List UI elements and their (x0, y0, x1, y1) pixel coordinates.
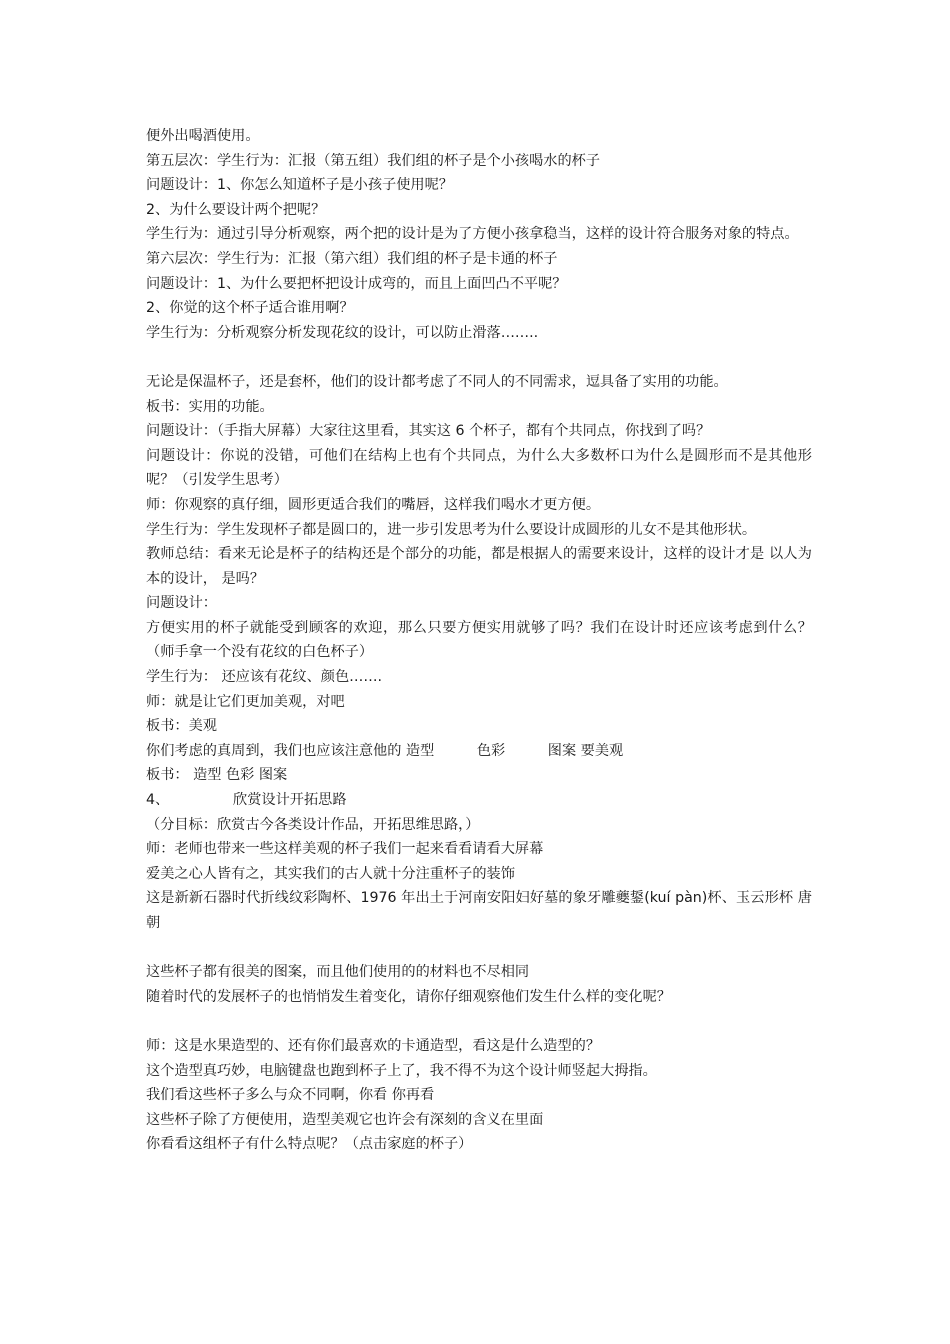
text-line: 第六层次：学生行为：汇报（第六组）我们组的杯子是卡通的杯子 (146, 250, 558, 267)
text-line: 无论是保温杯子，还是套杯，他们的设计都考虑了不同人的不同需求，逗具备了实用的功能。 (146, 373, 728, 390)
text-line: 这个造型真巧妙，电脑键盘也跑到杯子上了，我不得不为这个设计师竖起大拇指。 (146, 1062, 657, 1079)
document-page (146, 124, 817, 1157)
text-line: 问题设计：你说的没错，可他们在结构上也有个共同点，为什么大多数杯口为什么是圆形而不是其他形呢？（引发学生思考） (146, 447, 812, 489)
text-line: 你们考虑的真周到，我们也应该注意他的 造型 色彩 图案 要美观 (146, 742, 624, 759)
text-line: 学生行为： 还应该有花纹、颜色……. (146, 669, 383, 686)
text-line: 问题设计： (146, 595, 217, 612)
text-line: 便外出喝酒使用。 (146, 128, 260, 144)
text-line: 问题设计：1、你怎么知道杯子是小孩子使用呢？ (146, 177, 453, 194)
text-line: 我们看这些杯子多么与众不同啊，你看 你再看 (146, 1087, 435, 1104)
blank-line (146, 345, 812, 370)
text-line: 爱美之心人皆有之，其实我们的古人就十分注重杯子的装饰 (146, 865, 515, 882)
text-line: 这些杯子都有很美的图案，而且他们使用的的材料也不尽相同 (146, 964, 530, 981)
blank-line (146, 936, 812, 961)
text-line: 教师总结：看来无论是杯子的结构还是个部分的功能，都是根据人的需要来设计，这样的设计才是 以人为本的设计， 是吗？ (146, 546, 812, 587)
text-line: 学生行为：学生发现杯子都是圆口的，进一步引发思考为什么要设计成圆形的儿女不是其他形状。 (146, 521, 757, 538)
text-line: 2、你觉的这个杯子适合谁用啊？ (146, 300, 354, 317)
text-line: 板书：实用的功能。 (146, 398, 274, 415)
text-line: 这些杯子除了方便使用，造型美观它也许会有深刻的含义在里面 (146, 1111, 544, 1128)
text-line: （分目标：欣赏古今各类设计作品，开拓思维思路，） (146, 816, 480, 833)
text-line: 学生行为：通过引导分析观察，两个把的设计是为了方便小孩拿稳当，这样的设计符合服务对象的特点。 (146, 226, 799, 243)
text-line: 师：这是水果造型的、还有你们最喜欢的卡通造型，看这是什么造型的？ (146, 1037, 601, 1054)
text-line: 随着时代的发展杯子的也悄悄发生着变化，请你仔细观察他们发生什么样的变化呢？ (146, 988, 671, 1005)
text-line: 学生行为：分析观察分析发现花纹的设计，可以防止滑落…….. (146, 324, 539, 341)
text-line: 师：就是让它们更加美观，对吧 (146, 693, 345, 710)
text-line: 4、 欣赏设计开拓思路 (146, 792, 347, 809)
text-line: 2、为什么要设计两个把呢？ (146, 201, 326, 218)
text-line: 这是新新石器时代折线纹彩陶杯、1976 年出土于河南安阳妇好墓的象牙雕夔鋬(kuí pàn)杯、玉云形杯 唐朝 (146, 890, 812, 931)
text-line: 师：你观察的真仔细，圆形更适合我们的嘴唇，这样我们喝水才更方便。 (146, 496, 601, 513)
text-line: 板书： 造型 色彩 图案 (146, 767, 288, 784)
text-line: 第五层次：学生行为：汇报（第五组）我们组的杯子是个小孩喝水的杯子 (146, 152, 601, 169)
text-line: 方便实用的杯子就能受到顾客的欢迎，那么只要方便实用就够了吗？我们在设计时还应该考虑到什么？ （师手拿一个没有花纹的白色杯子） (146, 619, 817, 661)
text-line: 问题设计：1、为什么要把杯把设计成弯的，而且上面凹凸不平呢？ (146, 275, 567, 292)
text-line: 问题设计：（手指大屏幕）大家往这里看，其实这 6 个杯子，都有个共同点，你找到了吗？ (146, 423, 711, 440)
text-line: 你看看这组杯子有什么特点呢？（点击家庭的杯子） (146, 1136, 473, 1153)
text-line: 板书：美观 (146, 718, 217, 735)
blank-line (146, 1009, 812, 1034)
text-line: 师：老师也带来一些这样美观的杯子我们一起来看看请看大屏幕 (146, 841, 544, 858)
